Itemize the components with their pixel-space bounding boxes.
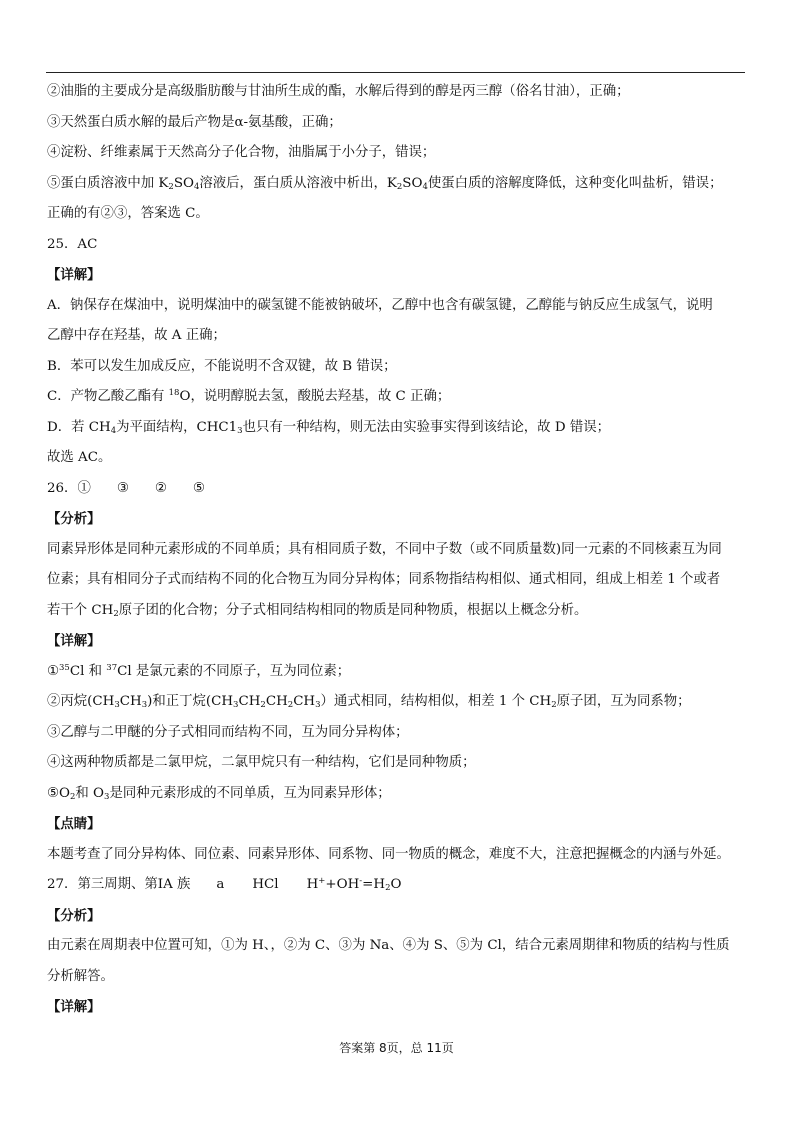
text-line: 正确的有②③，答案选 C。 [47, 206, 209, 221]
answer-number-26: 26．① ③ ② ⑤ [47, 480, 205, 496]
text-line: 位素；具有相同分子式而结构不同的化合物互为同分异构体；同系物指结构相似、通式相同，组成上相差 1 个或者 [47, 572, 721, 587]
text-line: ③乙醇与二甲醚的分子式相同而结构不同，互为同分异构体； [47, 724, 409, 740]
section-heading: 【详解】 [47, 999, 101, 1015]
text-line: C．产物乙酸乙酯有 $^{18}$O，说明醇脱去氢，酸脱去羟基，故 C 正确； [47, 388, 451, 404]
text-line: $⑤O_2$和 $O_3$是同种元素形成的不同单质，互为同素异形体； [47, 785, 391, 802]
text-line: 故选 AC。 [47, 450, 112, 465]
text-line: 乙醇中存在羟基，故 A 正确； [47, 328, 226, 343]
text-line: 同素异形体是同种元素形成的不同单质；具有相同质子数，不同中子数（或不同质量数)同一元素的不同核素互为同 [47, 541, 722, 557]
page-body [47, 77, 747, 1023]
text-line: ⑤蛋白质溶液中加 $K_2SO_4$溶液后，蛋白质从溶液中析出，$K_2SO_4$使蛋白质的溶解度降低，这种变化叫盐析，错误； [47, 175, 723, 192]
section-heading: 【分析】 [47, 511, 101, 527]
header-rule [46, 72, 745, 73]
text-line: 若干个 $CH_2$原子团的化合物；分子式相同结构相同的物质是同种物质，根据以上概念分析。 [47, 602, 588, 619]
page-footer [0, 1040, 793, 1056]
answer-number-25: 25．AC [47, 236, 98, 252]
text-line: ④淀粉、纤维素属于天然高分子化合物，油脂属于小分子，错误； [47, 145, 436, 160]
section-heading: 【点睛】 [47, 816, 101, 832]
text-line: ③天然蛋白质水解的最后产物是α-氨基酸，正确； [47, 114, 342, 130]
text-line: B．苯可以发生加成反应，不能说明不含双键，故 B 错误； [47, 358, 397, 374]
section-heading: 【详解】 [47, 267, 101, 283]
text-line: 本题考查了同分异构体、同位素、同素异形体、同系物、同一物质的概念，难度不大，注意把握概念的内涵与外延。 [47, 846, 730, 862]
text-line: ②油脂的主要成分是高级脂肪酸与甘油所生成的酯，水解后得到的醇是丙三醇（俗名甘油），正确； [47, 84, 630, 99]
section-heading: 【详解】 [47, 633, 101, 649]
text-line: ④这两种物质都是二氯甲烷，二氯甲烷只有一种结构，它们是同种物质； [47, 755, 476, 770]
text-line: ①$^{35}$Cl 和 $^{37}$Cl 是氯元素的不同原子，互为同位素； [47, 662, 351, 679]
page-number: 答案第 8页，总 11页 [339, 1041, 454, 1055]
answer-number-27: 27．第三周期、第ⅠA 族 a HCl $H^++OH^-=H_2O$ [47, 876, 402, 893]
section-heading: 【分析】 [47, 907, 101, 924]
text-line: ②丙烷$(CH_3CH_3)$和正丁烷$(CH_3CH_2CH_2CH_3)$通式相同，结构相似，相差 1 个 $CH_2$原子团，互为同系物； [47, 694, 691, 710]
text-line: A．钠保存在煤油中，说明煤油中的碳氢键不能被钠破坏，乙醇中也含有碳氢键，乙醇能与钠反应生成氢气，说明 [47, 297, 713, 313]
text-line: 由元素在周期表中位置可知，①为 H、，②为 C、③为 Na、④为 S、⑤为 Cl，结合元素周期律和物质的结构与性质 [47, 938, 730, 953]
text-line: 分析解答。 [47, 968, 114, 984]
text-line: D．若 $CH_4$为平面结构，$CHC1_3$也只有一种结构，则无法由实验事实得到该结论，故 D 错误； [47, 419, 610, 436]
